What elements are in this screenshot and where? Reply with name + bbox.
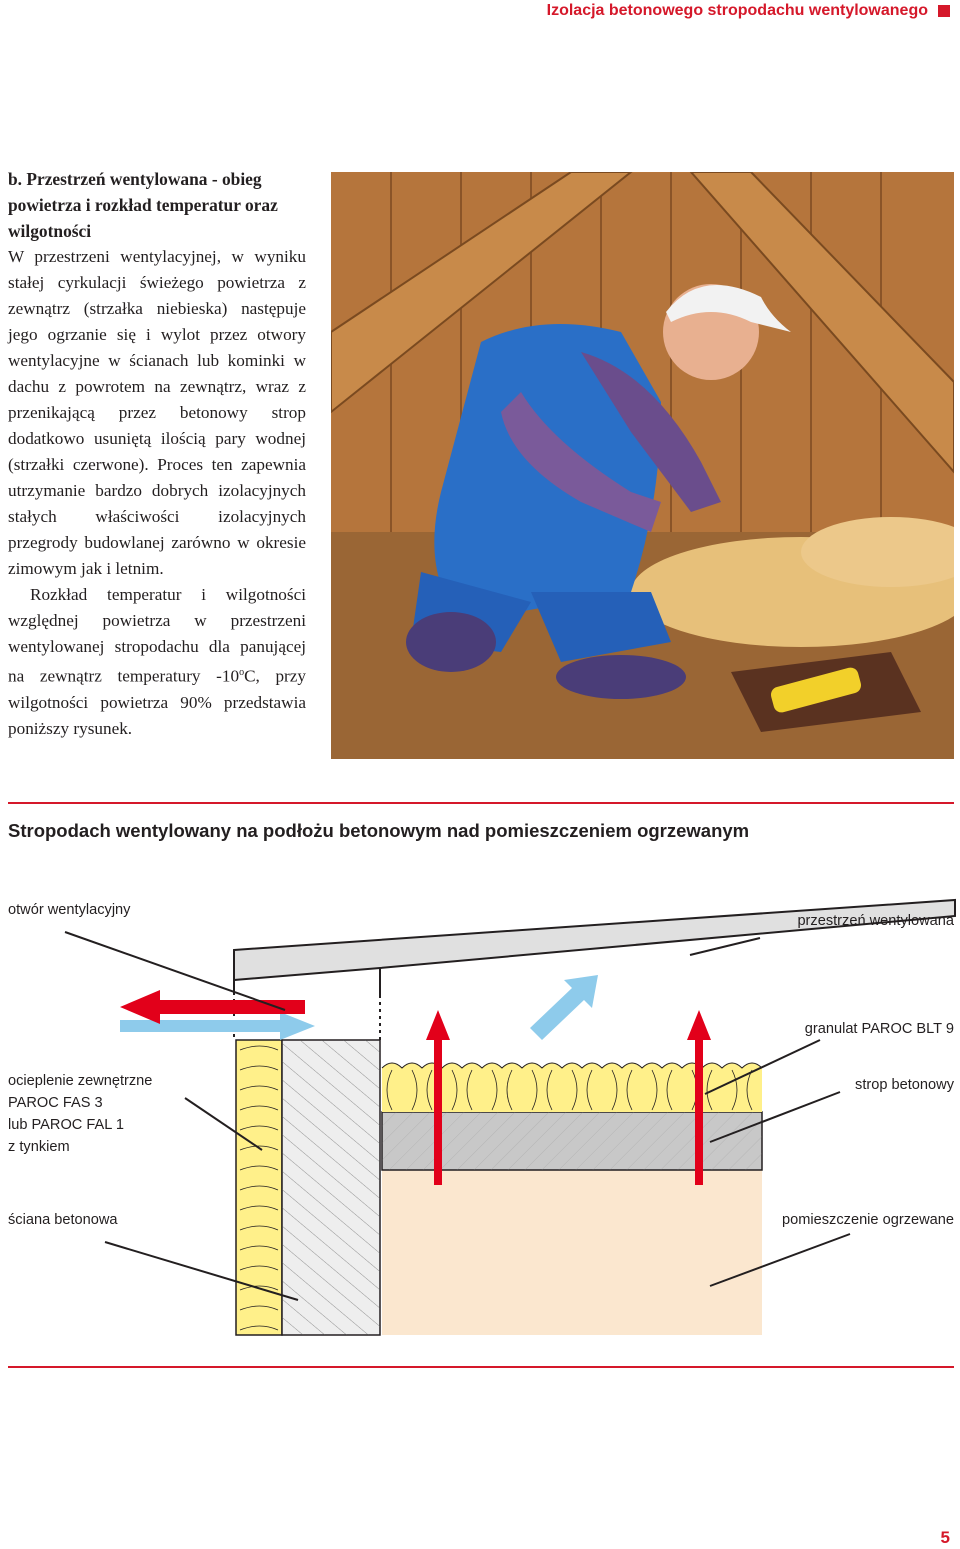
label-concrete-wall: ściana betonowa — [8, 1212, 118, 1228]
leader-ventilated-space — [690, 938, 760, 955]
diagram-title: Stropodach wentylowany na podłożu betonowym nad pomieszczeniem ogrzewanym — [8, 820, 750, 841]
header-square-icon — [938, 5, 950, 17]
label-granulate: granulat PAROC BLT 9 — [804, 1021, 954, 1037]
label-external-insulation-2: PAROC FAS 3 — [8, 1095, 103, 1111]
article-paragraph-2 — [8, 582, 306, 742]
article-text — [8, 166, 306, 742]
roof-diagram-svg — [0, 880, 960, 1350]
label-vent-opening: otwór wentylacyjny — [8, 902, 131, 918]
roof-diagram — [0, 880, 960, 1350]
label-external-insulation-3: lub PAROC FAL 1 — [8, 1117, 124, 1133]
external-insulation — [236, 1040, 282, 1335]
paragraph-2-end: C, przy wilgotności powietrza 90% przedstawia poniższy rysunek. — [8, 666, 306, 738]
label-external-insulation-1: ocieplenie zewnętrzne — [8, 1073, 153, 1089]
attic-photo — [331, 172, 954, 759]
article-paragraph-1: W przestrzeni wentylacyjnej, w wyniku stałej cyrkulacji świeżego powietrza z zewnątrz (strzałka niebieska) następuje jego ogrzanie się i wylot przez otwory wentylacyjne w ścianach lub kominki w dachu z powrotem na zewnątrz, wraz z przenikającą przez betonowy strop dodatkowo usuniętą ilością pary wodnej (strzałki czerwone). Proces ten zapewnia utrzymanie bardzo dobrych izolacyjnych stałych właściwości izolacyjnych przegrody budowlanej zarówno w okresie zimowym jak i letnim. — [8, 247, 306, 578]
leader-granulate — [705, 1040, 820, 1094]
label-ventilated-space: przestrzeń wentylowana — [797, 913, 954, 929]
label-heated-room: pomieszczenie ogrzewane — [782, 1212, 954, 1228]
heated-room-area — [382, 1170, 762, 1335]
article-heading: b. Przestrzeń wentylowana - obieg powietrza i rozkład temperatur oraz wilgotności — [8, 169, 278, 241]
label-external-insulation-4: z tynkiem — [8, 1139, 70, 1155]
page-header — [547, 2, 950, 20]
label-concrete-slab: strop betonowy — [855, 1077, 954, 1093]
section-divider-bottom — [8, 1366, 954, 1368]
degree-sup: o — [239, 667, 245, 678]
blue-diagonal-arrow — [530, 975, 598, 1040]
page-number: 5 — [940, 1528, 950, 1547]
header-title: Izolacja betonowego stropodachu wentylowanego — [546, 2, 928, 19]
section-divider-top — [8, 802, 954, 804]
paragraph-2-start: Rozkład temperatur i wilgotności względnej powietrza w przestrzeni wentylowanej stropodachu dla panującej na zewnątrz temperatury -10 — [8, 585, 306, 686]
